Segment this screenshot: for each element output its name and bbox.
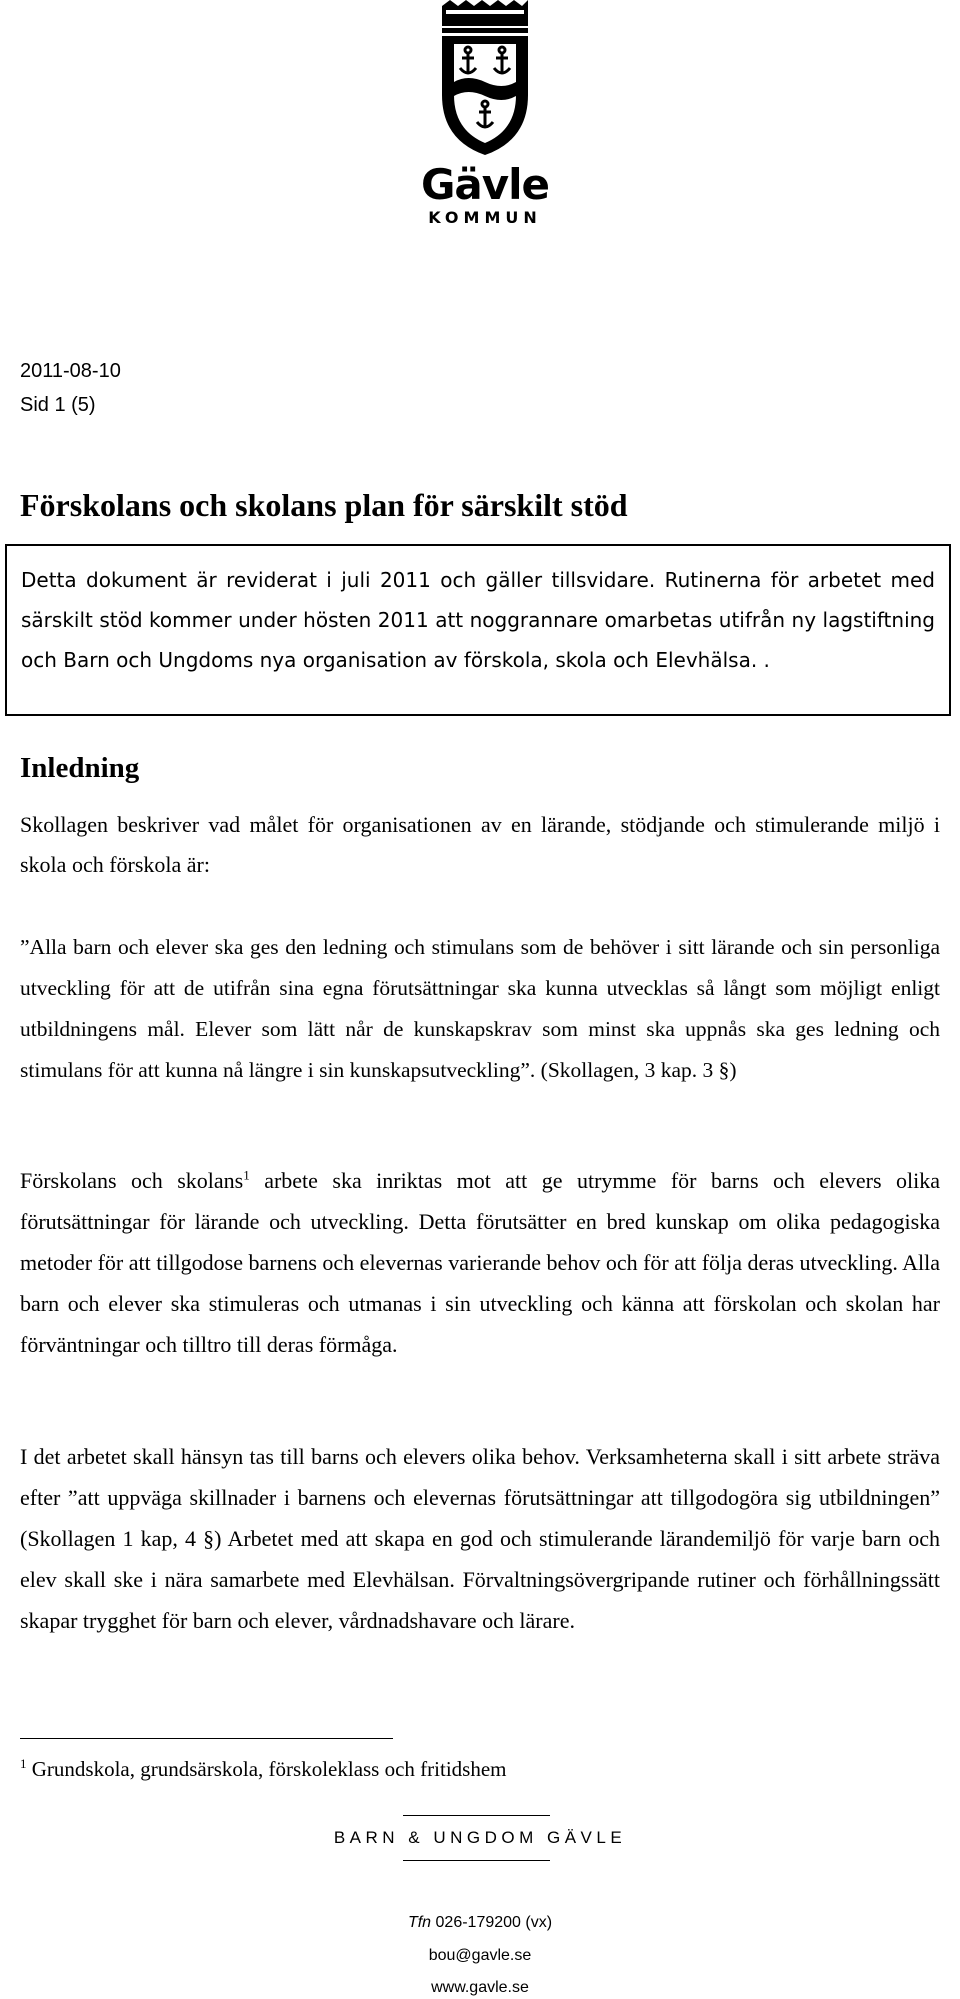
footnote-divider xyxy=(20,1738,393,1739)
page-number: Sid 1 (5) xyxy=(20,394,96,416)
footer-website[interactable]: www.gavle.se xyxy=(431,1979,529,1996)
footnote-number: 1 xyxy=(20,1756,27,1771)
body-paragraph-start: Förskolans och skolans xyxy=(20,1168,244,1193)
phone-label: Tfn xyxy=(407,1914,432,1931)
document-title: Förskolans och skolans plan för särskilt stöd xyxy=(20,487,628,523)
body-paragraph xyxy=(20,1160,940,1365)
footer-divider-top xyxy=(403,1815,550,1816)
footnote-reference[interactable]: 1 xyxy=(243,1167,250,1183)
municipal-coat-of-arms-logo xyxy=(420,0,550,232)
revision-notice-text: Detta dokument är reviderat i juli 2011 och gäller tillsvidare. Rutinerna för arbetet med särskilt stöd kommer under hösten 2011 att noggrannare omarbetas utifrån ny lagstiftning och Barn och Ungdoms nya organisation av förskola, skola och Elevhälsa. . xyxy=(21,568,935,672)
logo-name: Gävle xyxy=(420,160,550,209)
phone-number: 026-179200 (vx) xyxy=(435,1914,553,1931)
footer-organization: BARN & UNGDOM GÄVLE xyxy=(333,1828,627,1847)
footnote xyxy=(20,1757,507,1782)
footer-divider-bottom xyxy=(403,1860,550,1861)
body-paragraph-2: I det arbetet skall hänsyn tas till barns och elevers olika behov. Verksamheterna skall i sitt arbete sträva efter ”att uppväga skillnader i barnens och elevernas förutsättningar att tillgodogöra sig utbildningen” (Skollagen 1 kap, 4 §) Arbetet med att skapa en god och stimulerande lärandemiljö för varje barn och elev skall ske i nära samarbete med Elevhälsan. Förvaltningsövergripande rutiner och förhållningssätt skapar trygghet för barn och elever, vårdnadshavare och lärare. xyxy=(20,1444,940,1633)
footer-email[interactable]: bou@gavle.se xyxy=(428,1947,532,1964)
revision-notice-box xyxy=(5,544,951,716)
law-quote-paragraph: ”Alla barn och elever ska ges den ledning och stimulans som de behöver i sitt lärande och sin personliga utveckling för att de utifrån sina egna förutsättningar ska kunna utvecklas så långt som möjligt enligt utbildningens mål. Elever som lätt når de kunskapskrav som minst ska uppnås ska ges ledning och stimulans för att kunna nå längre i sin kunskapsutveckling”. (Skollagen, 3 kap. 3 §) xyxy=(20,935,940,1082)
logo-subtitle: KOMMUN xyxy=(428,208,542,227)
body-paragraph-rest: arbete ska inriktas mot att ge utrymme för barns och elevers olika förutsättningar för lärande och utveckling. Detta förutsätter en bred kunskap om olika pedagogiska metoder för att tillgodose barnens och elevernas varierande behov och för att följa deras utveckling. Alla barn och elever ska stimuleras och utmanas i sin utveckling och känna att förskolan och skolan har förväntningar och tilltro till deras förmåga. xyxy=(20,1168,941,1357)
section-heading: Inledning xyxy=(20,752,140,784)
intro-paragraph: Skollagen beskriver vad målet för organisationen av en lärande, stödjande och stimulerande miljö i skola och förskola är: xyxy=(20,812,940,877)
footer-phone xyxy=(330,1914,630,1932)
coat-of-arms-icon xyxy=(420,0,550,160)
footnote-text: Grundskola, grundsärskola, förskoleklass och fritidshem xyxy=(31,1757,507,1781)
document-date: 2011-08-10 xyxy=(20,360,121,382)
